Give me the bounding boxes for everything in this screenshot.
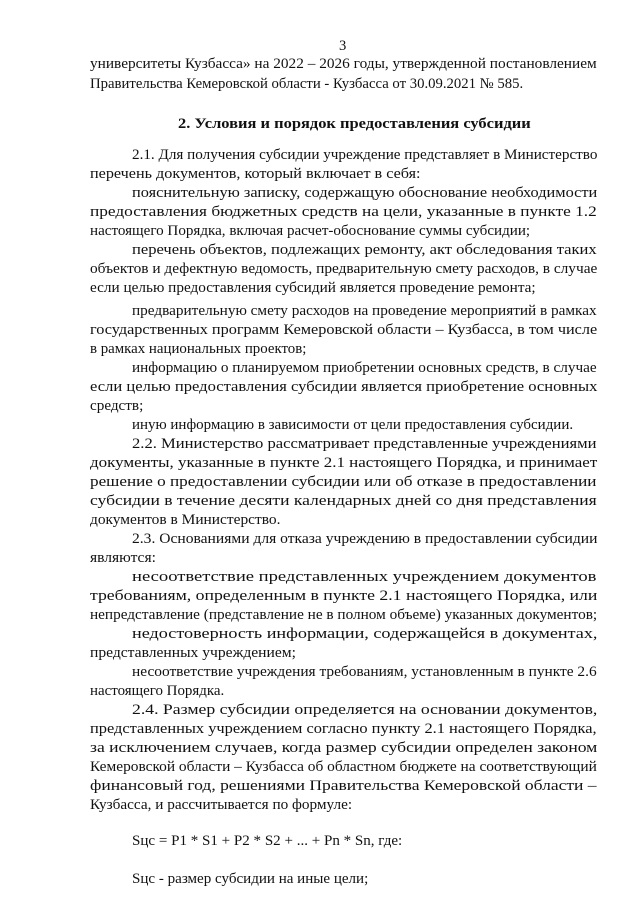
text-line: если целью предоставления субсидий является проведение ремонта; <box>90 280 536 296</box>
text-line: если целью предоставления субсидии является приобретение основных <box>90 379 598 395</box>
text-line: решение о предоставлении субсидии или об отказе в предоставлении <box>90 474 597 490</box>
formula-legend: Sцс - размер субсидии на иные цели; <box>132 871 369 887</box>
text-line: документы, указанные в пункте 2.1 настоящего Порядка, и принимает <box>90 455 598 471</box>
text-line: являются: <box>90 550 156 566</box>
text-line: информацию о планируемом приобретении основных средств, в случае <box>132 360 597 376</box>
text-line: несоответствие учреждения требованиям, установленным в пункте 2.6 <box>132 664 597 680</box>
text-line: настоящего Порядка. <box>90 683 225 699</box>
text-line: иную информацию в зависимости от цели предоставления субсидии. <box>132 417 574 433</box>
text-line: несоответствие представленных учреждением документов <box>132 569 597 585</box>
text-line: субсидии в течение десяти календарных дней со дня представления <box>90 493 597 509</box>
text-line: настоящего Порядка, включая расчет-обоснование суммы субсидии; <box>90 223 531 239</box>
text-line: представленных учреждением согласно пункту 2.1 настоящего Порядка, <box>90 721 597 737</box>
text-line: в рамках национальных проектов; <box>90 341 307 357</box>
page-number: 3 <box>339 38 347 54</box>
text-line: представленных учреждением; <box>90 645 296 661</box>
text-line: предоставления бюджетных средств на цели, указанные в пункте 1.2 <box>90 204 597 220</box>
text-line: непредставление (представление не в полном объеме) указанных документов; <box>90 607 598 623</box>
text-line: документов в Министерство. <box>90 512 281 528</box>
text-line: перечень документов, который включает в себя: <box>90 166 421 182</box>
text-line: финансовый год, решениями Правительства Кемеровской области – <box>90 778 597 794</box>
text-line: пояснительную записку, содержащую обоснование необходимости <box>132 185 598 201</box>
text-line: предварительную смету расходов на проведение мероприятий в рамках <box>132 303 597 319</box>
text-line: за исключением случаев, когда размер субсидии определен законом <box>90 740 598 756</box>
text-line: университеты Кузбасса» на 2022 – 2026 годы, утвержденной постановлением <box>90 56 597 72</box>
text-line: Кемеровской области – Кузбасса об областном бюджете на соответствующий <box>90 759 597 775</box>
text-line: Правительства Кемеровской области - Кузбасса от 30.09.2021 № 585. <box>90 76 524 92</box>
text-line: государственных программ Кемеровской области – Кузбасса, в том числе <box>90 322 598 338</box>
formula: Sцс = P1 * S1 + P2 * S2 + ... + Pn * Sn, где: <box>132 833 403 849</box>
section-heading: 2. Условия и порядок предоставления субсидии <box>178 116 531 132</box>
text-line: 2.3. Основаниями для отказа учреждению в предоставлении субсидии <box>132 531 598 547</box>
text-line: 2.1. Для получения субсидии учреждение представляет в Министерство <box>132 147 598 163</box>
text-line: требованиям, определенным в пункте 2.1 настоящего Порядка, или <box>90 588 598 604</box>
text-line: недостоверность информации, содержащейся в документах, <box>132 626 598 642</box>
text-line: Кузбасса, и рассчитывается по формуле: <box>90 797 353 813</box>
text-line: средств; <box>90 398 144 414</box>
text-line: объектов и дефектную ведомость, предварительную смету расходов, в случае <box>90 261 598 277</box>
text-line: 2.4. Размер субсидии определяется на основании документов, <box>132 702 598 718</box>
text-line: 2.2. Министерство рассматривает представленные учреждениями <box>132 436 597 452</box>
text-line: перечень объектов, подлежащих ремонту, акт обследования таких <box>132 242 597 258</box>
